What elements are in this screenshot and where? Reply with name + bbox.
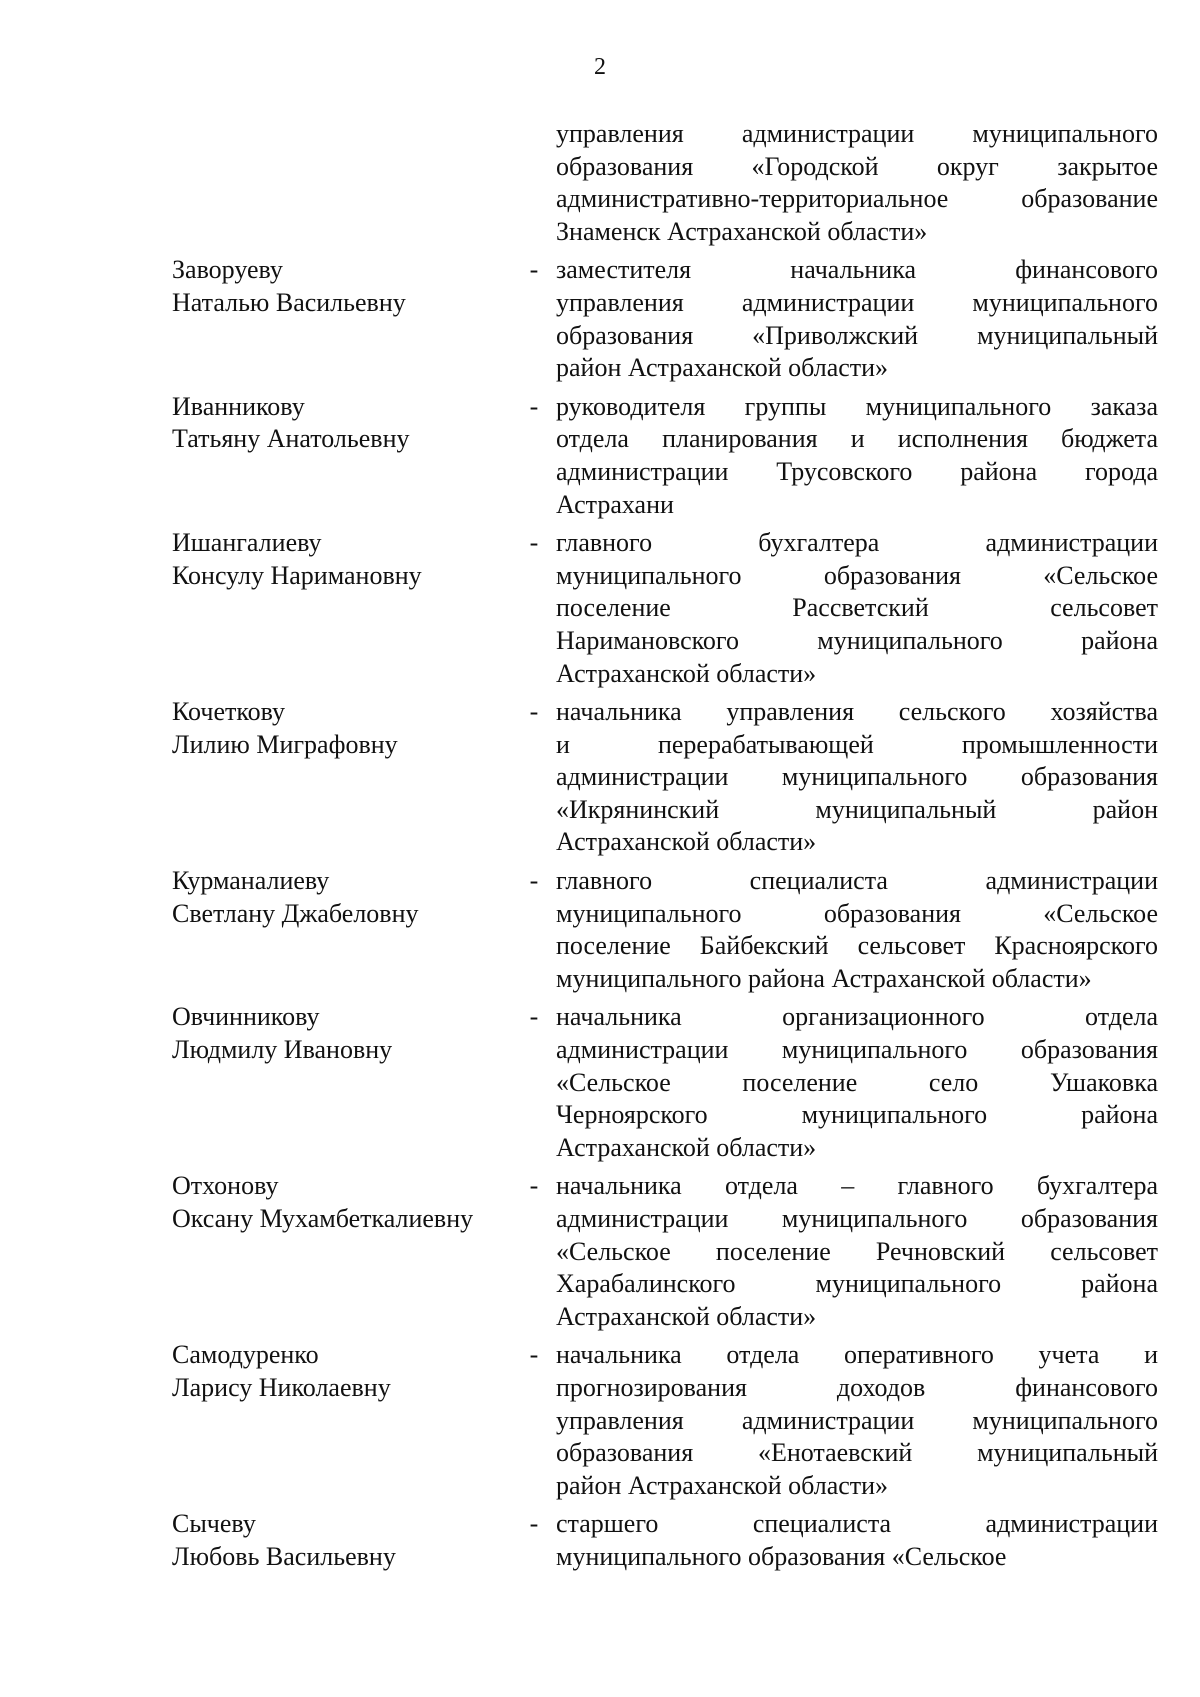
text-line: руководителя группы муниципального заказа — [556, 391, 1158, 421]
continuation-entry — [172, 118, 1158, 248]
entry-name — [172, 1001, 512, 1066]
entry-description — [556, 391, 1158, 521]
text-line: Самодуренко — [172, 1340, 319, 1370]
text-line: начальника отдела оперативного учета и — [556, 1340, 1158, 1370]
text-line: Наталью Васильевну — [172, 287, 406, 317]
entry-dash: - — [529, 1509, 539, 1539]
text-line: Людмилу Ивановну — [172, 1035, 393, 1065]
appointee-list — [172, 118, 1158, 1580]
entry-description — [556, 1170, 1158, 1333]
text-line: «Сельское поселение село Ушаковка — [556, 1067, 1158, 1097]
appointee-entry — [172, 1508, 1158, 1573]
text-line: Ларису Николаевну — [172, 1372, 391, 1402]
text-line: образования «Городской округ закрытое — [556, 151, 1158, 181]
appointee-entry — [172, 254, 1158, 384]
text-line: муниципального образования «Сельское — [556, 560, 1158, 590]
text-line: администрации муниципального образования — [556, 762, 1158, 792]
appointee-entry — [172, 1339, 1158, 1502]
appointee-entry — [172, 1001, 1158, 1164]
text-line: старшего специалиста администрации — [556, 1509, 1158, 1539]
text-line: администрации муниципального образования — [556, 1035, 1158, 1065]
text-line: Сычеву — [172, 1509, 256, 1539]
text-line: Татьяну Анатольевну — [172, 424, 410, 454]
text-line: образования «Енотаевский муниципальный — [556, 1438, 1158, 1468]
entry-name — [172, 1508, 512, 1573]
entries — [172, 254, 1158, 1573]
text-line: управления администрации муниципального — [556, 1405, 1158, 1435]
entry-dash: - — [529, 1002, 539, 1032]
text-line: Наримановского муниципального района — [556, 625, 1158, 655]
text-line: Лилию Миграфовну — [172, 729, 398, 759]
entry-dash: - — [529, 528, 539, 558]
text-line: Астраханской области» — [556, 1301, 817, 1331]
text-line: главного специалиста администрации — [556, 866, 1158, 896]
appointee-entry — [172, 865, 1158, 995]
entry-name — [172, 527, 512, 592]
text-line: Ишангалиеву — [172, 528, 322, 558]
entry-dash: - — [529, 1171, 539, 1201]
entry-dash: - — [529, 697, 539, 727]
entry-description — [556, 696, 1158, 859]
text-line: Знаменск Астраханской области» — [556, 216, 928, 246]
text-line: Астрахани — [556, 489, 674, 519]
text-line: Курманалиеву — [172, 866, 330, 896]
appointee-entry — [172, 527, 1158, 690]
text-line: «Икрянинский муниципальный район — [556, 794, 1158, 824]
text-line: «Сельское поселение Речновский сельсовет — [556, 1236, 1158, 1266]
entry-description — [556, 254, 1158, 384]
text-line: Овчинникову — [172, 1002, 320, 1032]
text-line: район Астраханской области» — [556, 1470, 889, 1500]
entry-description — [556, 865, 1158, 995]
entry-description — [556, 527, 1158, 690]
entry-name — [172, 1170, 512, 1235]
entry-description — [556, 118, 1158, 248]
text-line: отдела планирования и исполнения бюджета — [556, 424, 1158, 454]
text-line: главного бухгалтера администрации — [556, 528, 1158, 558]
page-number: 2 — [594, 54, 606, 80]
text-line: образования «Приволжский муниципальный — [556, 320, 1158, 350]
text-line: начальника отдела – главного бухгалтера — [556, 1171, 1158, 1201]
entry-name — [172, 1339, 512, 1404]
entry-name — [172, 254, 512, 319]
entry-dash: - — [529, 255, 539, 285]
text-line: Иванникову — [172, 391, 305, 421]
text-line: муниципального образования «Сельское — [556, 898, 1158, 928]
entry-name — [172, 865, 512, 930]
text-line: начальника организационного отдела — [556, 1002, 1158, 1032]
text-line: Отхонову — [172, 1171, 279, 1201]
text-line: начальника управления сельского хозяйства — [556, 697, 1158, 727]
text-line: административно-территориальное образование — [556, 184, 1158, 214]
text-line: заместителя начальника финансового — [556, 255, 1158, 285]
text-line: муниципального района Астраханской области» — [556, 963, 1092, 993]
text-line: Консулу Наримановну — [172, 560, 422, 590]
text-line: муниципального образования «Сельское — [556, 1541, 1007, 1571]
entry-description — [556, 1508, 1158, 1573]
entry-dash: - — [529, 391, 539, 421]
text-line: Харабалинского муниципального района — [556, 1269, 1158, 1299]
appointee-entry — [172, 696, 1158, 859]
text-line: администрации муниципального образования — [556, 1204, 1158, 1233]
entry-name — [172, 696, 512, 761]
entry-name — [172, 391, 512, 456]
text-line: Оксану Мухамбеткалиевну — [172, 1204, 474, 1233]
text-line: Астраханской области» — [556, 658, 817, 688]
text-line: администрации Трусовского района города — [556, 456, 1158, 486]
text-line: Черноярского муниципального района — [556, 1100, 1158, 1130]
text-line: Заворуеву — [172, 255, 283, 285]
entry-description — [556, 1339, 1158, 1502]
text-line: Светлану Джабеловну — [172, 898, 419, 928]
entry-description — [556, 1001, 1158, 1164]
entry-dash: - — [529, 866, 539, 896]
text-line: поселение Рассветский сельсовет — [556, 593, 1158, 623]
text-line: Астраханской области» — [556, 1132, 817, 1162]
text-line: Астраханской области» — [556, 827, 817, 857]
appointee-entry — [172, 391, 1158, 521]
text-line: и перерабатывающей промышленности — [556, 729, 1158, 759]
entry-dash: - — [529, 1340, 539, 1370]
text-line: прогнозирования доходов финансового — [556, 1372, 1158, 1402]
text-line: поселение Байбекский сельсовет Красноярского — [556, 931, 1158, 961]
text-line: Кочеткову — [172, 697, 286, 727]
text-line: Любовь Васильевну — [172, 1541, 396, 1571]
appointee-entry — [172, 1170, 1158, 1333]
text-line: управления администрации муниципального — [556, 287, 1158, 317]
text-line: управления администрации муниципального — [556, 119, 1158, 148]
text-line: район Астраханской области» — [556, 353, 889, 383]
